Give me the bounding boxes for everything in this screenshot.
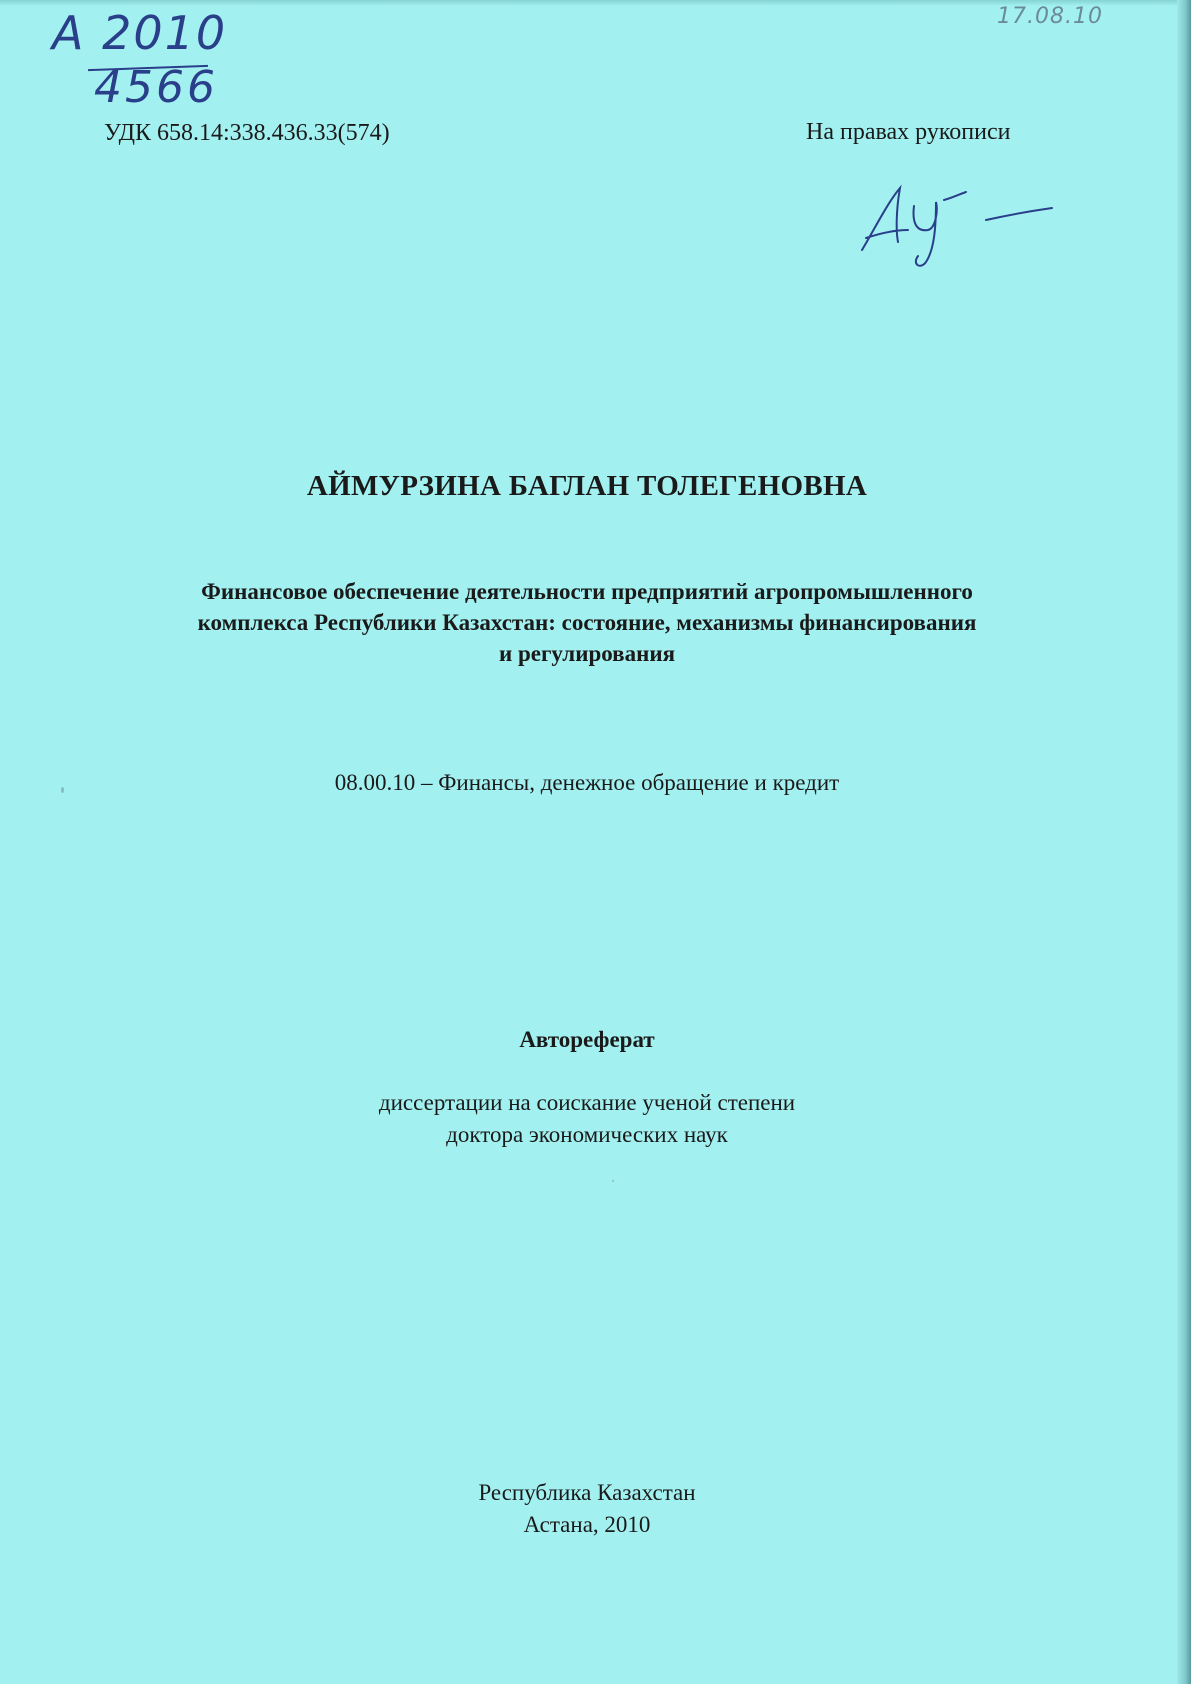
author-name: АЙМУРЗИНА БАГЛАН ТОЛЕГЕНОВНА (306, 470, 868, 502)
scan-speck (61, 787, 64, 793)
archive-code-bottom: 4566 (94, 62, 218, 113)
place-line: Астана, 2010 (523, 1512, 651, 1537)
archive-code-top: А 2010 (52, 6, 228, 60)
udk-code: УДК 658.14:338.436.33(574) (104, 120, 390, 146)
title-line: комплекса Республики Казахстан: состояние, механизмы финансирования (197, 610, 977, 635)
title-line: Финансовое обеспечение деятельности предприятий агропромышленного (201, 579, 973, 604)
document-type: Автореферат (519, 1027, 655, 1052)
scan-speck (612, 1180, 614, 1182)
specialty-code: 08.00.10 – Финансы, денежное обращение и кредит (334, 770, 840, 795)
degree-description (0, 1087, 1174, 1151)
degree-line: диссертации на соискание ученой степени (378, 1090, 796, 1115)
degree-line: доктора экономических наук (446, 1122, 728, 1147)
publication-place (0, 1477, 1174, 1541)
scan-edge-right (1177, 0, 1191, 1684)
manuscript-rights-note: На правах рукописи (806, 119, 1011, 145)
place-line: Республика Казахстан (478, 1480, 696, 1505)
handwritten-date: 17.08.10 (997, 4, 1103, 29)
signature (856, 180, 1066, 280)
title-line: и регулирования (498, 641, 676, 666)
dissertation-title (90, 576, 1084, 669)
